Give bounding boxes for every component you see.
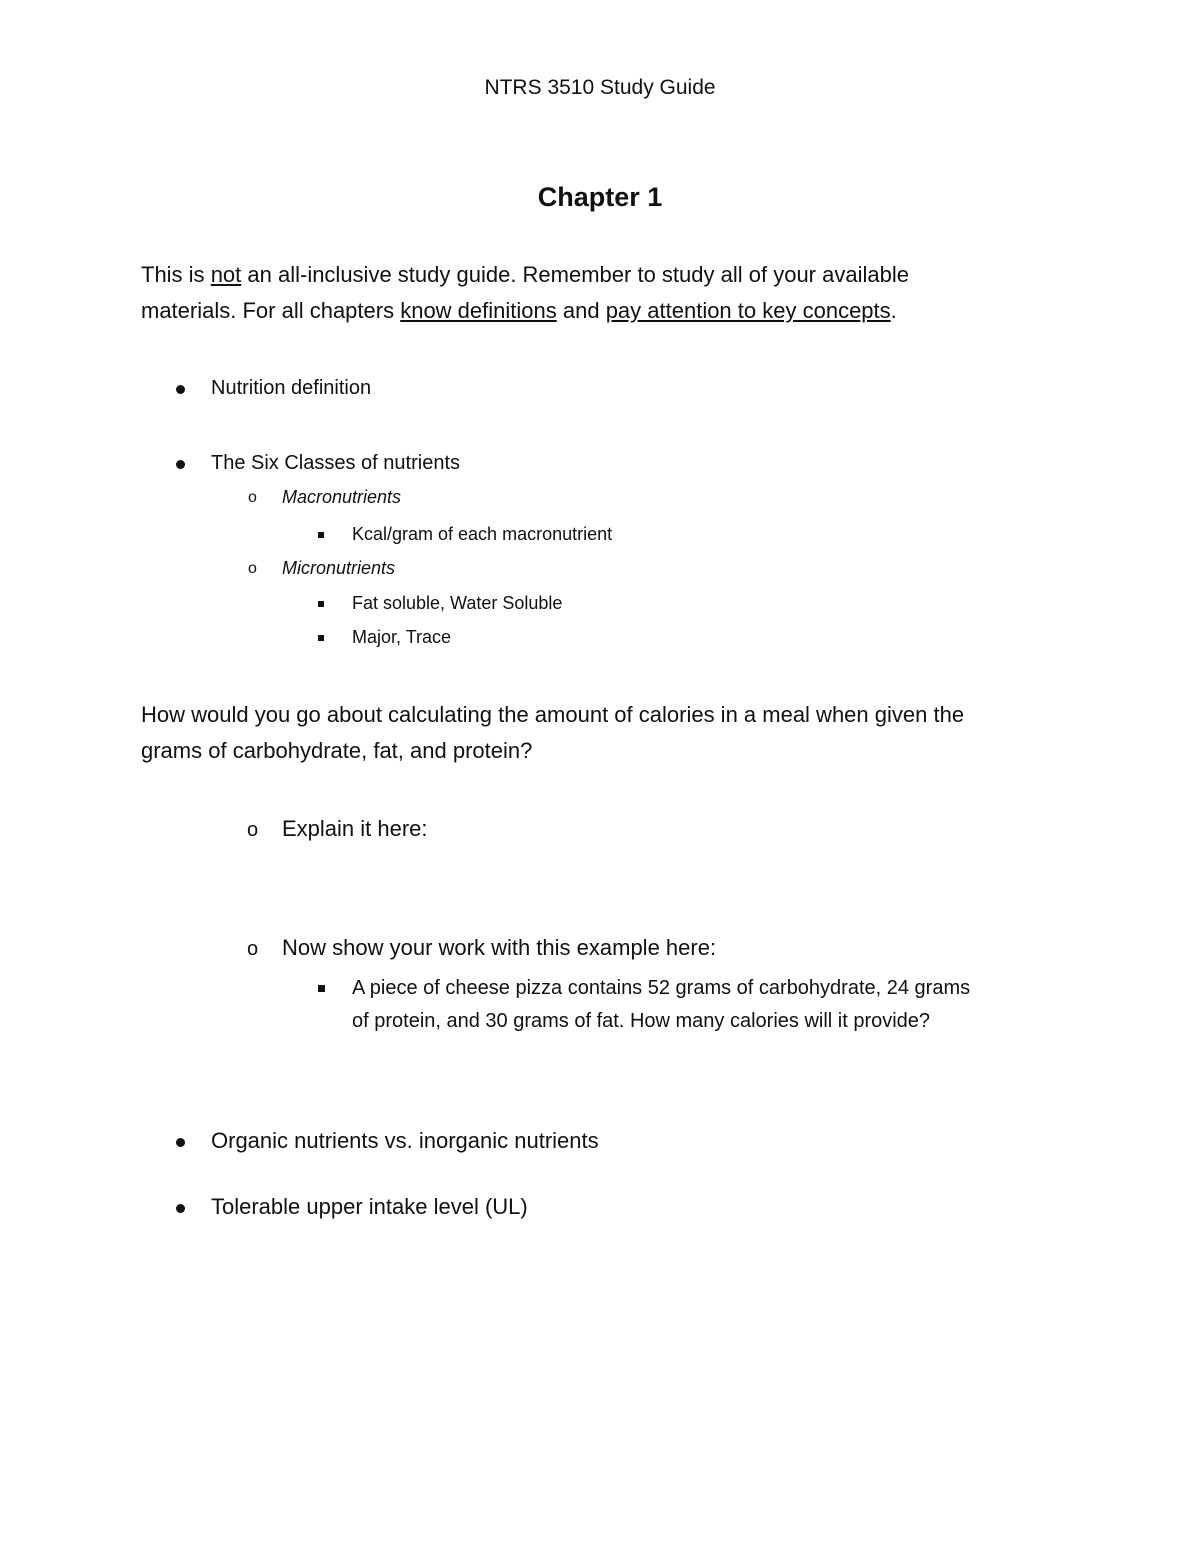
bullet-square-icon [318,635,324,641]
list-item-kcal-gram: Kcal/gram of each macronutrient [352,524,613,544]
example-line-1: A piece of cheese pizza contains 52 grams of carbohydrate, 24 grams [352,977,971,999]
bullet-circle-icon: o [248,560,257,577]
bullet-disc-icon [176,385,185,394]
bullet-square-icon [318,601,324,607]
page-header: NTRS 3510 Study Guide [484,76,716,99]
bullet-disc-icon [176,1138,185,1147]
list-item-macronutrients: Macronutrients [282,487,402,507]
bullet-circle-icon: o [247,819,259,841]
question-line-2: grams of carbohydrate, fat, and protein? [141,738,533,763]
list-item-fat-water-soluble: Fat soluble, Water Soluble [352,593,563,613]
list-item-major-trace: Major, Trace [352,627,452,647]
list-item-organic: Organic nutrients vs. inorganic nutrients [211,1128,599,1153]
bullet-circle-icon: o [248,489,257,506]
bullet-square-icon [318,532,324,538]
chapter-title: Chapter 1 [537,182,663,212]
list-item-show-work: Now show your work with this example here: [282,935,717,960]
intro-line-2: materials. For all chapters know definitions and pay attention to key concepts. [141,298,897,323]
question-line-1: How would you go about calculating the amount of calories in a meal when given the [141,702,965,727]
bullet-disc-icon [176,1204,185,1213]
list-item-micronutrients: Micronutrients [282,558,396,578]
intro-line-1: This is not an all-inclusive study guide. Remember to study all of your available [141,262,909,287]
bullet-disc-icon [176,460,185,469]
bullet-square-icon [318,985,325,992]
list-item-nutrition-definition: Nutrition definition [211,377,372,399]
list-item-explain: Explain it here: [282,816,428,841]
example-line-2: of protein, and 30 grams of fat. How many calories will it provide? [352,1010,931,1032]
bullet-circle-icon: o [247,938,259,960]
list-item-tolerable-ul: Tolerable upper intake level (UL) [211,1194,528,1219]
list-item-six-classes: The Six Classes of nutrients [211,452,460,474]
